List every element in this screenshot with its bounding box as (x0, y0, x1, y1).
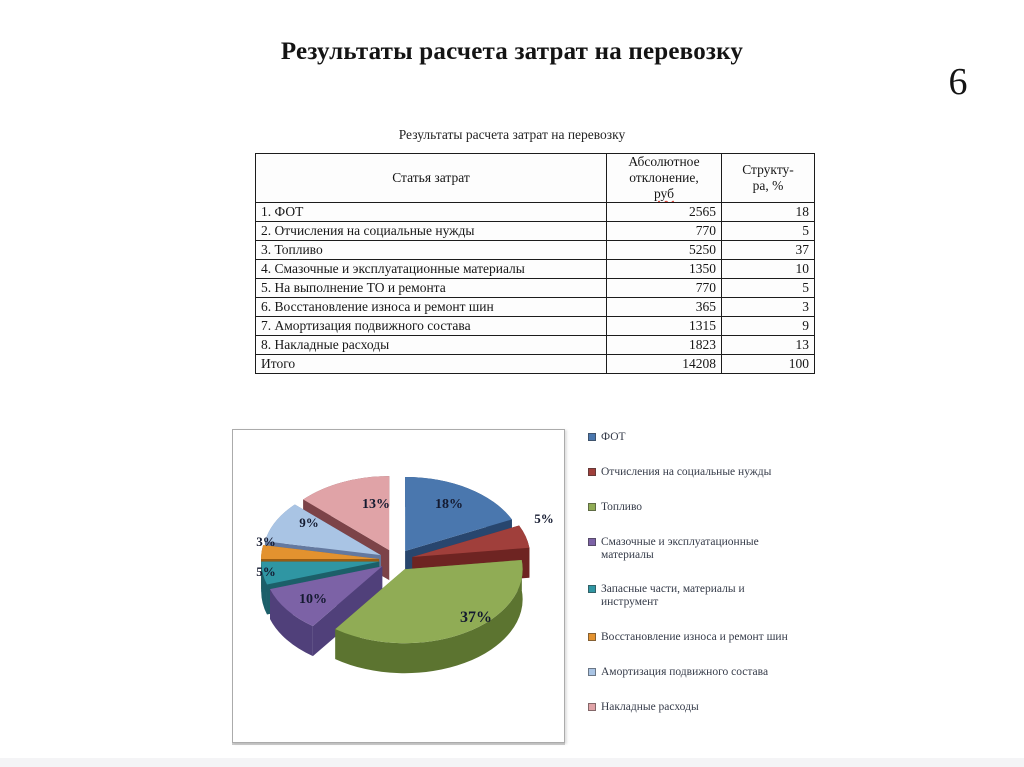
table-header-row (256, 154, 815, 203)
table-row (256, 203, 815, 222)
cost-item-cell: 3. Топливо (256, 241, 607, 260)
share-cell: 37 (722, 241, 815, 260)
svg-text:9%: 9% (299, 515, 319, 530)
svg-text:3%: 3% (256, 534, 276, 549)
cost-item-cell: 7. Амортизация подвижного состава (256, 317, 607, 336)
cost-item-cell: 6. Восстановление износа и ремонт шин (256, 298, 607, 317)
header-structure-line2: ра, % (752, 178, 784, 193)
abs-value-cell: 1315 (607, 317, 722, 336)
table-row (256, 260, 815, 279)
header-abs-line3: руб (653, 186, 674, 201)
cost-item-cell: 2. Отчисления на социальные нужды (256, 222, 607, 241)
legend-label: Топливо (601, 500, 643, 513)
share-cell: 9 (722, 317, 815, 336)
header-cost-item: Статья затрат (256, 154, 607, 203)
share-cell: 18 (722, 203, 815, 222)
chart-legend (588, 431, 788, 714)
cost-item-cell: 5. На выполнение ТО и ремонта (256, 279, 607, 298)
table-row (256, 298, 815, 317)
legend-color-swatch (588, 503, 596, 511)
pie-chart-panel (232, 429, 565, 743)
legend-color-swatch (588, 633, 596, 641)
share-cell: 13 (722, 336, 815, 355)
legend-item (588, 666, 788, 679)
slide-bottom-strip (0, 758, 1024, 767)
cost-table (255, 153, 815, 374)
legend-item (588, 501, 788, 514)
legend-color-swatch (588, 668, 596, 676)
cost-item-cell: Итого (256, 355, 607, 374)
legend-label: Восстановление износа и ремонт шин (601, 631, 788, 644)
abs-value-cell: 1823 (607, 336, 722, 355)
svg-text:10%: 10% (299, 592, 327, 607)
legend-label: Смазочные и эксплуатационные материалы (601, 535, 759, 561)
cost-item-cell: 1. ФОТ (256, 203, 607, 222)
abs-value-cell: 5250 (607, 241, 722, 260)
pie-3d-chart (233, 430, 564, 742)
cost-item-cell: 8. Накладные расходы (256, 336, 607, 355)
svg-text:13%: 13% (362, 497, 390, 512)
abs-value-cell: 1350 (607, 260, 722, 279)
legend-color-swatch (588, 468, 596, 476)
table-row (256, 222, 815, 241)
legend-label: Отчисления на социальные нужды (601, 465, 772, 478)
header-abs-deviation (607, 154, 722, 203)
svg-text:5%: 5% (534, 511, 554, 526)
header-abs-line1: Абсолютное (628, 154, 700, 169)
table-row (256, 317, 815, 336)
cost-item-cell: 4. Смазочные и эксплуатационные материалы (256, 260, 607, 279)
legend-label: ФОТ (601, 431, 626, 443)
legend-item (588, 583, 788, 609)
svg-text:18%: 18% (435, 497, 463, 512)
legend-item (588, 466, 788, 479)
share-cell: 100 (722, 355, 815, 374)
header-structure-line1: Структу- (742, 162, 794, 177)
abs-value-cell: 770 (607, 222, 722, 241)
legend-color-swatch (588, 585, 596, 593)
table-row (256, 241, 815, 260)
share-cell: 5 (722, 279, 815, 298)
table-row (256, 279, 815, 298)
table-row-total (256, 355, 815, 374)
table-row (256, 336, 815, 355)
legend-item (588, 536, 788, 562)
legend-label: Амортизация подвижного состава (601, 666, 769, 679)
abs-value-cell: 14208 (607, 355, 722, 374)
legend-item (588, 701, 788, 714)
slide-title: Результаты расчета затрат на перевозку (280, 38, 744, 65)
legend-color-swatch (588, 433, 596, 441)
page-number: 6 (948, 61, 968, 103)
abs-value-cell: 770 (607, 279, 722, 298)
share-cell: 3 (722, 298, 815, 317)
legend-item (588, 631, 788, 644)
legend-label: Накладные расходы (601, 700, 699, 713)
abs-value-cell: 2565 (607, 203, 722, 222)
legend-color-swatch (588, 538, 596, 546)
header-structure (722, 154, 815, 203)
table-caption: Результаты расчета затрат на перевозку (398, 127, 626, 142)
share-cell: 10 (722, 260, 815, 279)
legend-label: Запасные части, материалы и инструмент (601, 583, 745, 609)
svg-text:5%: 5% (256, 564, 276, 579)
share-cell: 5 (722, 222, 815, 241)
legend-item (588, 431, 788, 444)
abs-value-cell: 365 (607, 298, 722, 317)
svg-text:37%: 37% (460, 609, 492, 626)
header-abs-line2: отклонение, (629, 170, 699, 185)
legend-color-swatch (588, 703, 596, 711)
